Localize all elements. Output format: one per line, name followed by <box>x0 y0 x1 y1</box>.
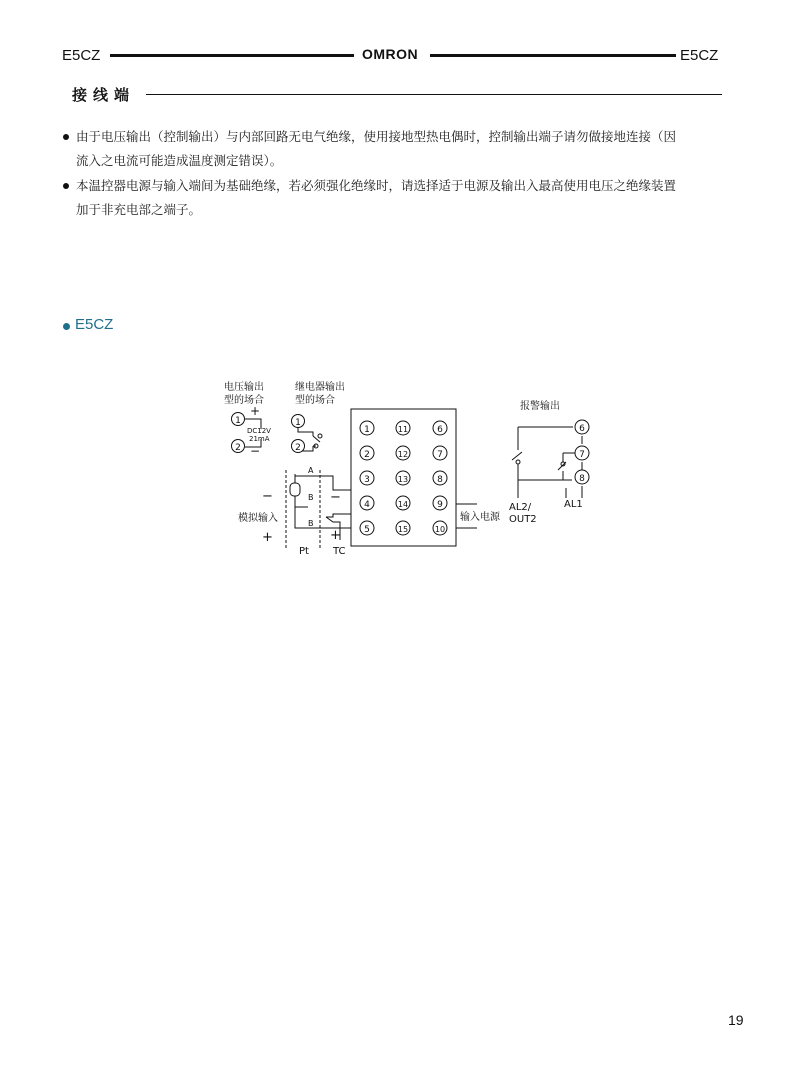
al1-label: AL1 <box>564 499 583 510</box>
relay-output-label-2: 型的场合 <box>295 395 335 406</box>
relay-terminal-1-label: 1 <box>295 418 301 428</box>
terminal-label: 12 <box>397 450 409 459</box>
alarm-output-label: 报警输出 <box>520 401 560 412</box>
terminal-label: 1 <box>364 425 370 435</box>
note-1-line-1: 由于电压输出（控制输出）与内部回路无电气绝缘，使用接地型热电偶时，控制输出端子请勿做接地连接（因 <box>76 129 677 144</box>
pt-sensor-icon <box>290 483 300 496</box>
voltage-output-label-1: 电压输出 <box>224 382 264 393</box>
analog-plus-label: + <box>262 530 273 545</box>
relay-terminal-2-label: 2 <box>295 443 301 453</box>
subsection-bullet-icon <box>63 323 70 330</box>
pt-a-label: A <box>308 466 314 475</box>
terminal-label: 10 <box>434 525 446 534</box>
header-model-right: E5CZ <box>680 47 719 64</box>
power-input-label: 输入电源 <box>460 512 500 523</box>
bullet-icon <box>63 134 69 140</box>
note-2-line-2: 加于非充电部之端子。 <box>76 202 202 217</box>
voltage-minus-label: − <box>250 444 261 458</box>
alarm-terminal-7-label: 7 <box>579 450 585 460</box>
al2-label-1: AL2/ <box>509 502 532 513</box>
alarm-terminal-8-label: 8 <box>579 474 585 484</box>
subsection-title: E5CZ <box>75 316 114 333</box>
terminal-label: 7 <box>437 450 443 460</box>
analog-minus-label: − <box>262 489 273 504</box>
note-1-line-2: 流入之电流可能造成温度测定错误）。 <box>76 153 283 168</box>
terminal-label: 9 <box>437 500 443 510</box>
terminal-label: 14 <box>397 500 409 509</box>
terminal-label: 11 <box>397 425 409 434</box>
brand-logo: OMRON <box>362 46 419 62</box>
section-title: 接线端 <box>72 86 136 104</box>
header-rule-right <box>430 54 676 57</box>
relay-output-label-1: 继电器输出 <box>295 382 345 393</box>
terminal-grid <box>360 421 447 535</box>
page-number: 19 <box>728 1012 744 1028</box>
note-2-line-1: 本温控器电源与输入端间为基础绝缘，若必须强化绝缘时，请选择适于电源及输出入最高使用电压之绝缘装置 <box>76 178 677 193</box>
dc-spec-2: 21mA <box>249 435 270 443</box>
tc-label: TC <box>333 546 346 557</box>
pt-b-label-1: B <box>308 493 314 502</box>
terminal-label: 6 <box>437 425 443 435</box>
terminal-label: 4 <box>364 500 370 510</box>
tc-plus-label: + <box>330 528 341 543</box>
terminal-label: 3 <box>364 475 370 485</box>
al2-label-2: OUT2 <box>509 514 537 525</box>
terminal-label: 15 <box>397 525 409 534</box>
voltage-terminal-1-label: 1 <box>235 416 241 426</box>
analog-input-label: 模拟输入 <box>238 513 278 524</box>
alarm-terminal-6-label: 6 <box>579 424 585 434</box>
relay-contact-icon <box>318 434 322 438</box>
alarm-contact-icon <box>516 460 520 464</box>
terminal-label: 5 <box>364 525 370 535</box>
section-title-rule <box>146 94 722 95</box>
pt-label: Pt <box>299 546 309 557</box>
header-rule-left <box>110 54 354 57</box>
header-model-left: E5CZ <box>62 47 101 64</box>
voltage-output-label-2: 型的场合 <box>224 395 264 406</box>
terminal-label: 13 <box>397 475 409 484</box>
dc-spec-1: DC12V <box>247 427 271 435</box>
bullet-icon <box>63 183 69 189</box>
tc-minus-label: − <box>330 490 341 505</box>
terminal-label: 8 <box>437 475 443 485</box>
wiring-diagram <box>200 370 600 570</box>
pt-b-label-2: B <box>308 519 314 528</box>
voltage-plus-label: + <box>250 404 261 418</box>
voltage-terminal-2-label: 2 <box>235 443 241 453</box>
terminal-label: 2 <box>364 450 370 460</box>
